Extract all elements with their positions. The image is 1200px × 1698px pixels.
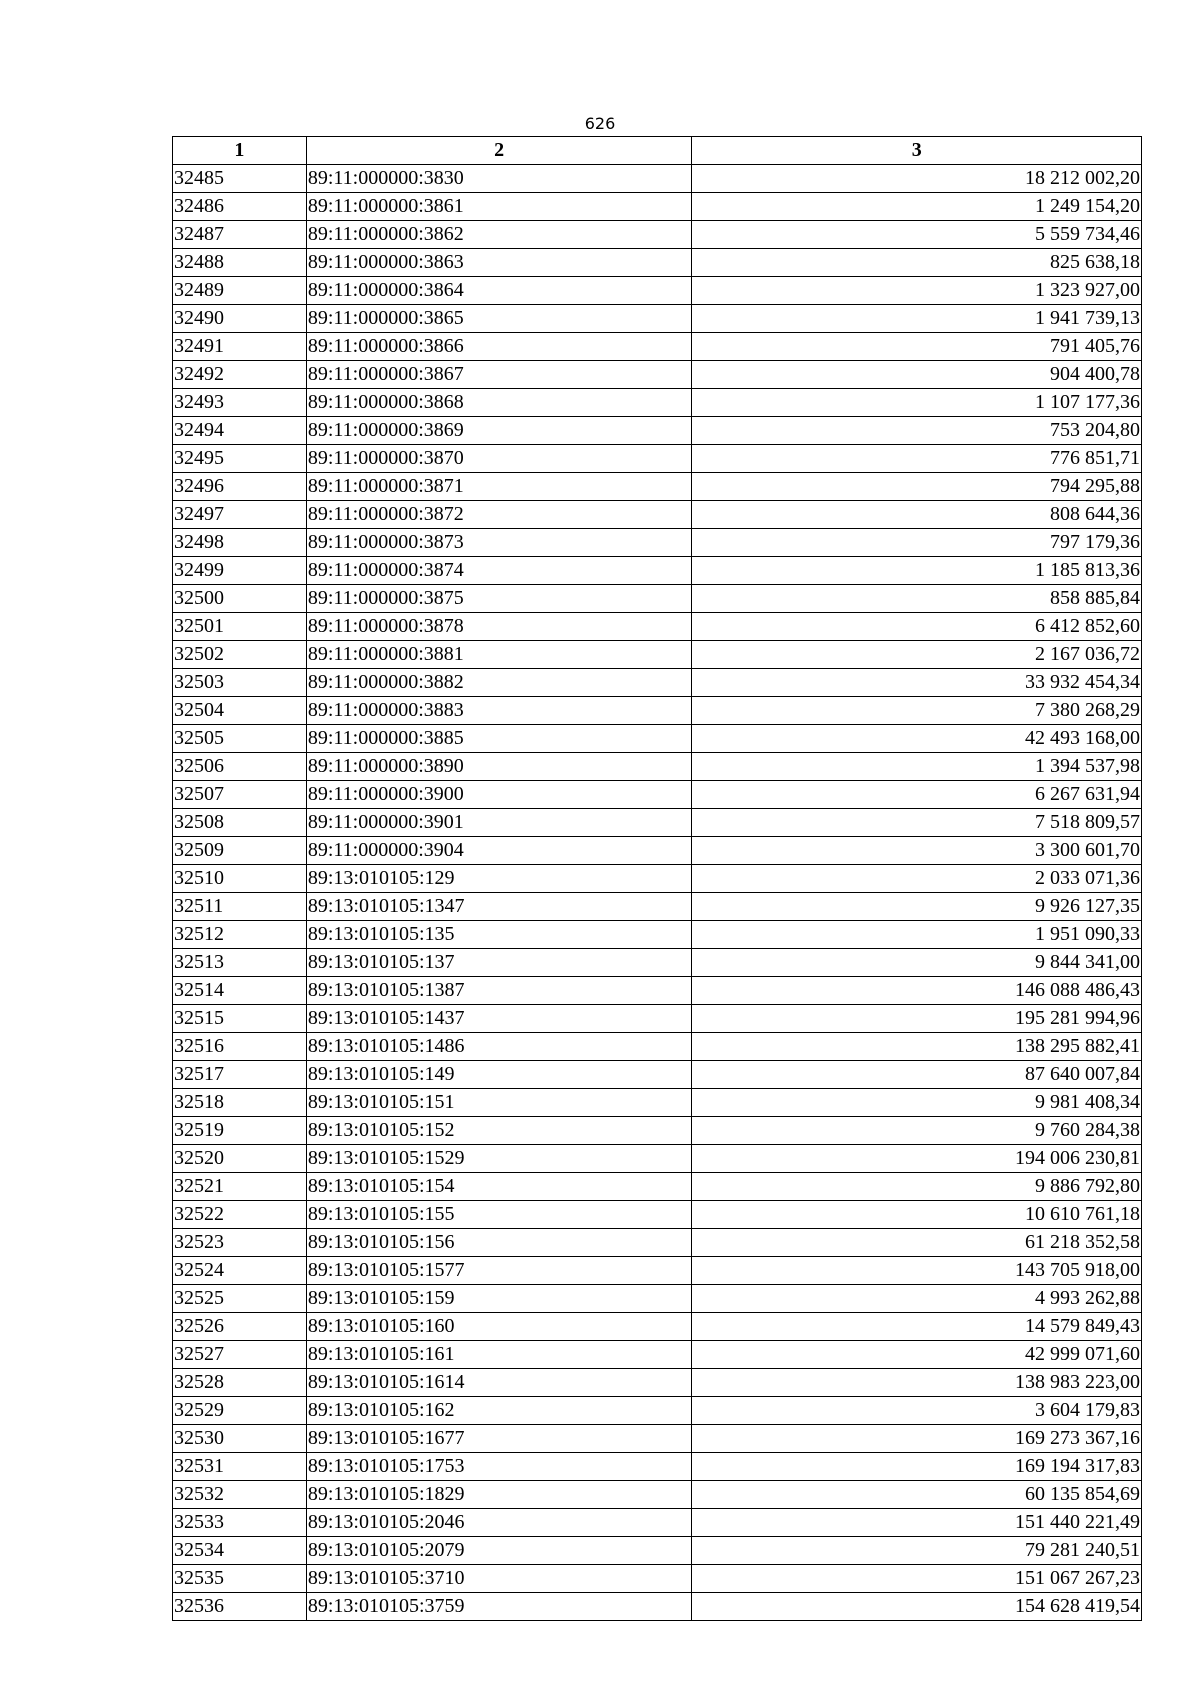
- table-row: [173, 613, 1142, 641]
- value-cell: 1 323 927,00: [692, 277, 1142, 305]
- row-number-cell: 32503: [173, 669, 307, 697]
- table-row: [173, 445, 1142, 473]
- value-cell: 2 033 071,36: [692, 865, 1142, 893]
- value-cell: 194 006 230,81: [692, 1145, 1142, 1173]
- value-cell: 1 107 177,36: [692, 389, 1142, 417]
- row-number-cell: 32495: [173, 445, 307, 473]
- table-row: [173, 1397, 1142, 1425]
- value-cell: 825 638,18: [692, 249, 1142, 277]
- row-number-cell: 32534: [173, 1537, 307, 1565]
- value-cell: 3 300 601,70: [692, 837, 1142, 865]
- table-row: [173, 1257, 1142, 1285]
- value-cell: 138 295 882,41: [692, 1033, 1142, 1061]
- cadastral-number-cell: 89:13:010105:1614: [306, 1369, 692, 1397]
- value-cell: 143 705 918,00: [692, 1257, 1142, 1285]
- row-number-cell: 32531: [173, 1453, 307, 1481]
- value-cell: 1 394 537,98: [692, 753, 1142, 781]
- table-row: [173, 725, 1142, 753]
- row-number-cell: 32506: [173, 753, 307, 781]
- value-cell: 195 281 994,96: [692, 1005, 1142, 1033]
- value-cell: 858 885,84: [692, 585, 1142, 613]
- row-number-cell: 32517: [173, 1061, 307, 1089]
- row-number-cell: 32535: [173, 1565, 307, 1593]
- table-row: [173, 1061, 1142, 1089]
- value-cell: 10 610 761,18: [692, 1201, 1142, 1229]
- row-number-cell: 32511: [173, 893, 307, 921]
- table-row: [173, 1369, 1142, 1397]
- row-number-cell: 32494: [173, 417, 307, 445]
- table-row: [173, 1425, 1142, 1453]
- value-cell: 791 405,76: [692, 333, 1142, 361]
- cadastral-number-cell: 89:11:000000:3883: [306, 697, 692, 725]
- cadastral-number-cell: 89:11:000000:3871: [306, 473, 692, 501]
- value-cell: 9 844 341,00: [692, 949, 1142, 977]
- table-row: [173, 1173, 1142, 1201]
- table-row: [173, 305, 1142, 333]
- table-row: [173, 249, 1142, 277]
- value-cell: 753 204,80: [692, 417, 1142, 445]
- table-row: [173, 585, 1142, 613]
- value-cell: 146 088 486,43: [692, 977, 1142, 1005]
- cadastral-number-cell: 89:11:000000:3867: [306, 361, 692, 389]
- cadastral-number-cell: 89:13:010105:1677: [306, 1425, 692, 1453]
- table-row: [173, 837, 1142, 865]
- page-number: 626: [584, 114, 616, 133]
- cadastral-number-cell: 89:13:010105:149: [306, 1061, 692, 1089]
- table-row: [173, 1117, 1142, 1145]
- value-cell: 138 983 223,00: [692, 1369, 1142, 1397]
- cadastral-number-cell: 89:13:010105:3710: [306, 1565, 692, 1593]
- data-table: [172, 136, 1142, 1621]
- value-cell: 5 559 734,46: [692, 221, 1142, 249]
- row-number-cell: 32486: [173, 193, 307, 221]
- value-cell: 6 267 631,94: [692, 781, 1142, 809]
- table-row: [173, 1481, 1142, 1509]
- value-cell: 9 760 284,38: [692, 1117, 1142, 1145]
- row-number-cell: 32519: [173, 1117, 307, 1145]
- value-cell: 151 067 267,23: [692, 1565, 1142, 1593]
- value-cell: 797 179,36: [692, 529, 1142, 557]
- value-cell: 18 212 002,20: [692, 165, 1142, 193]
- cadastral-number-cell: 89:13:010105:154: [306, 1173, 692, 1201]
- cadastral-number-cell: 89:13:010105:129: [306, 865, 692, 893]
- row-number-cell: 32493: [173, 389, 307, 417]
- value-cell: 87 640 007,84: [692, 1061, 1142, 1089]
- table-row: [173, 165, 1142, 193]
- table-row: [173, 977, 1142, 1005]
- table-row: [173, 669, 1142, 697]
- cadastral-number-cell: 89:11:000000:3870: [306, 445, 692, 473]
- value-cell: 60 135 854,69: [692, 1481, 1142, 1509]
- value-cell: 7 518 809,57: [692, 809, 1142, 837]
- cadastral-number-cell: 89:13:010105:162: [306, 1397, 692, 1425]
- cadastral-number-cell: 89:13:010105:137: [306, 949, 692, 977]
- table-header-row: [173, 137, 1142, 165]
- row-number-cell: 32502: [173, 641, 307, 669]
- row-number-cell: 32521: [173, 1173, 307, 1201]
- table-row: [173, 641, 1142, 669]
- table-row: [173, 1537, 1142, 1565]
- row-number-cell: 32515: [173, 1005, 307, 1033]
- value-cell: 14 579 849,43: [692, 1313, 1142, 1341]
- row-number-cell: 32536: [173, 1593, 307, 1621]
- cadastral-number-cell: 89:13:010105:1529: [306, 1145, 692, 1173]
- row-number-cell: 32497: [173, 501, 307, 529]
- value-cell: 1 249 154,20: [692, 193, 1142, 221]
- cadastral-number-cell: 89:13:010105:1829: [306, 1481, 692, 1509]
- row-number-cell: 32527: [173, 1341, 307, 1369]
- row-number-cell: 32533: [173, 1509, 307, 1537]
- table-row: [173, 361, 1142, 389]
- table-row: [173, 1201, 1142, 1229]
- row-number-cell: 32530: [173, 1425, 307, 1453]
- cadastral-number-cell: 89:11:000000:3901: [306, 809, 692, 837]
- table-row: [173, 417, 1142, 445]
- table-row: [173, 1089, 1142, 1117]
- cadastral-number-cell: 89:11:000000:3890: [306, 753, 692, 781]
- table-row: [173, 949, 1142, 977]
- table-row: [173, 529, 1142, 557]
- row-number-cell: 32510: [173, 865, 307, 893]
- cadastral-number-cell: 89:11:000000:3865: [306, 305, 692, 333]
- cadastral-number-cell: 89:13:010105:1387: [306, 977, 692, 1005]
- table-row: [173, 1229, 1142, 1257]
- value-cell: 904 400,78: [692, 361, 1142, 389]
- value-cell: 169 194 317,83: [692, 1453, 1142, 1481]
- table-body: [173, 165, 1142, 1621]
- table-row: [173, 1313, 1142, 1341]
- row-number-cell: 32513: [173, 949, 307, 977]
- row-number-cell: 32523: [173, 1229, 307, 1257]
- value-cell: 808 644,36: [692, 501, 1142, 529]
- cadastral-number-cell: 89:13:010105:1577: [306, 1257, 692, 1285]
- cadastral-number-cell: 89:11:000000:3869: [306, 417, 692, 445]
- value-cell: 4 993 262,88: [692, 1285, 1142, 1313]
- cadastral-number-cell: 89:11:000000:3872: [306, 501, 692, 529]
- row-number-cell: 32485: [173, 165, 307, 193]
- row-number-cell: 32529: [173, 1397, 307, 1425]
- cadastral-number-cell: 89:11:000000:3885: [306, 725, 692, 753]
- cadastral-number-cell: 89:13:010105:152: [306, 1117, 692, 1145]
- cadastral-number-cell: 89:11:000000:3864: [306, 277, 692, 305]
- cadastral-number-cell: 89:13:010105:161: [306, 1341, 692, 1369]
- value-cell: 151 440 221,49: [692, 1509, 1142, 1537]
- cadastral-number-cell: 89:11:000000:3875: [306, 585, 692, 613]
- table-row: [173, 809, 1142, 837]
- cadastral-number-cell: 89:11:000000:3863: [306, 249, 692, 277]
- table-row: [173, 1453, 1142, 1481]
- table-row: [173, 389, 1142, 417]
- column-header-3: 3: [692, 137, 1142, 165]
- row-number-cell: 32499: [173, 557, 307, 585]
- table-row: [173, 501, 1142, 529]
- row-number-cell: 32532: [173, 1481, 307, 1509]
- cadastral-number-cell: 89:13:010105:155: [306, 1201, 692, 1229]
- cadastral-number-cell: 89:13:010105:135: [306, 921, 692, 949]
- cadastral-number-cell: 89:11:000000:3878: [306, 613, 692, 641]
- cadastral-number-cell: 89:13:010105:2079: [306, 1537, 692, 1565]
- value-cell: 9 926 127,35: [692, 893, 1142, 921]
- value-cell: 9 886 792,80: [692, 1173, 1142, 1201]
- row-number-cell: 32505: [173, 725, 307, 753]
- row-number-cell: 32490: [173, 305, 307, 333]
- value-cell: 6 412 852,60: [692, 613, 1142, 641]
- value-cell: 169 273 367,16: [692, 1425, 1142, 1453]
- value-cell: 1 951 090,33: [692, 921, 1142, 949]
- cadastral-number-cell: 89:11:000000:3881: [306, 641, 692, 669]
- row-number-cell: 32488: [173, 249, 307, 277]
- value-cell: 3 604 179,83: [692, 1397, 1142, 1425]
- table-row: [173, 1033, 1142, 1061]
- cadastral-number-cell: 89:13:010105:160: [306, 1313, 692, 1341]
- row-number-cell: 32524: [173, 1257, 307, 1285]
- cadastral-number-cell: 89:13:010105:1347: [306, 893, 692, 921]
- table-row: [173, 1593, 1142, 1621]
- value-cell: 1 185 813,36: [692, 557, 1142, 585]
- cadastral-number-cell: 89:11:000000:3866: [306, 333, 692, 361]
- table-row: [173, 697, 1142, 725]
- value-cell: 154 628 419,54: [692, 1593, 1142, 1621]
- table-row: [173, 473, 1142, 501]
- value-cell: 7 380 268,29: [692, 697, 1142, 725]
- row-number-cell: 32501: [173, 613, 307, 641]
- table-row: [173, 865, 1142, 893]
- value-cell: 79 281 240,51: [692, 1537, 1142, 1565]
- row-number-cell: 32508: [173, 809, 307, 837]
- value-cell: 33 932 454,34: [692, 669, 1142, 697]
- value-cell: 61 218 352,58: [692, 1229, 1142, 1257]
- table-row: [173, 277, 1142, 305]
- cadastral-number-cell: 89:11:000000:3862: [306, 221, 692, 249]
- row-number-cell: 32498: [173, 529, 307, 557]
- row-number-cell: 32514: [173, 977, 307, 1005]
- table-row: [173, 1565, 1142, 1593]
- row-number-cell: 32496: [173, 473, 307, 501]
- column-header-1: 1: [173, 137, 307, 165]
- row-number-cell: 32522: [173, 1201, 307, 1229]
- row-number-cell: 32500: [173, 585, 307, 613]
- row-number-cell: 32526: [173, 1313, 307, 1341]
- table-row: [173, 753, 1142, 781]
- cadastral-number-cell: 89:13:010105:156: [306, 1229, 692, 1257]
- cadastral-number-cell: 89:11:000000:3830: [306, 165, 692, 193]
- cadastral-number-cell: 89:13:010105:159: [306, 1285, 692, 1313]
- cadastral-number-cell: 89:11:000000:3904: [306, 837, 692, 865]
- value-cell: 42 493 168,00: [692, 725, 1142, 753]
- table-row: [173, 921, 1142, 949]
- row-number-cell: 32504: [173, 697, 307, 725]
- table-row: [173, 557, 1142, 585]
- cadastral-number-cell: 89:13:010105:3759: [306, 1593, 692, 1621]
- table-row: [173, 1285, 1142, 1313]
- table-row: [173, 221, 1142, 249]
- row-number-cell: 32516: [173, 1033, 307, 1061]
- row-number-cell: 32525: [173, 1285, 307, 1313]
- row-number-cell: 32492: [173, 361, 307, 389]
- table-row: [173, 1145, 1142, 1173]
- column-header-2: 2: [306, 137, 692, 165]
- value-cell: 794 295,88: [692, 473, 1142, 501]
- table-row: [173, 893, 1142, 921]
- row-number-cell: 32489: [173, 277, 307, 305]
- table-row: [173, 781, 1142, 809]
- table-row: [173, 1509, 1142, 1537]
- row-number-cell: 32512: [173, 921, 307, 949]
- table-row: [173, 1005, 1142, 1033]
- row-number-cell: 32487: [173, 221, 307, 249]
- cadastral-number-cell: 89:11:000000:3882: [306, 669, 692, 697]
- cadastral-number-cell: 89:13:010105:2046: [306, 1509, 692, 1537]
- value-cell: 42 999 071,60: [692, 1341, 1142, 1369]
- table-row: [173, 193, 1142, 221]
- cadastral-number-cell: 89:11:000000:3900: [306, 781, 692, 809]
- row-number-cell: 32507: [173, 781, 307, 809]
- table-row: [173, 1341, 1142, 1369]
- table-row: [173, 333, 1142, 361]
- cadastral-number-cell: 89:11:000000:3861: [306, 193, 692, 221]
- row-number-cell: 32518: [173, 1089, 307, 1117]
- value-cell: 9 981 408,34: [692, 1089, 1142, 1117]
- value-cell: 776 851,71: [692, 445, 1142, 473]
- row-number-cell: 32509: [173, 837, 307, 865]
- value-cell: 1 941 739,13: [692, 305, 1142, 333]
- cadastral-number-cell: 89:13:010105:151: [306, 1089, 692, 1117]
- cadastral-number-cell: 89:13:010105:1437: [306, 1005, 692, 1033]
- row-number-cell: 32520: [173, 1145, 307, 1173]
- row-number-cell: 32528: [173, 1369, 307, 1397]
- cadastral-number-cell: 89:13:010105:1753: [306, 1453, 692, 1481]
- cadastral-number-cell: 89:11:000000:3868: [306, 389, 692, 417]
- cadastral-number-cell: 89:11:000000:3874: [306, 557, 692, 585]
- cadastral-number-cell: 89:13:010105:1486: [306, 1033, 692, 1061]
- value-cell: 2 167 036,72: [692, 641, 1142, 669]
- cadastral-number-cell: 89:11:000000:3873: [306, 529, 692, 557]
- row-number-cell: 32491: [173, 333, 307, 361]
